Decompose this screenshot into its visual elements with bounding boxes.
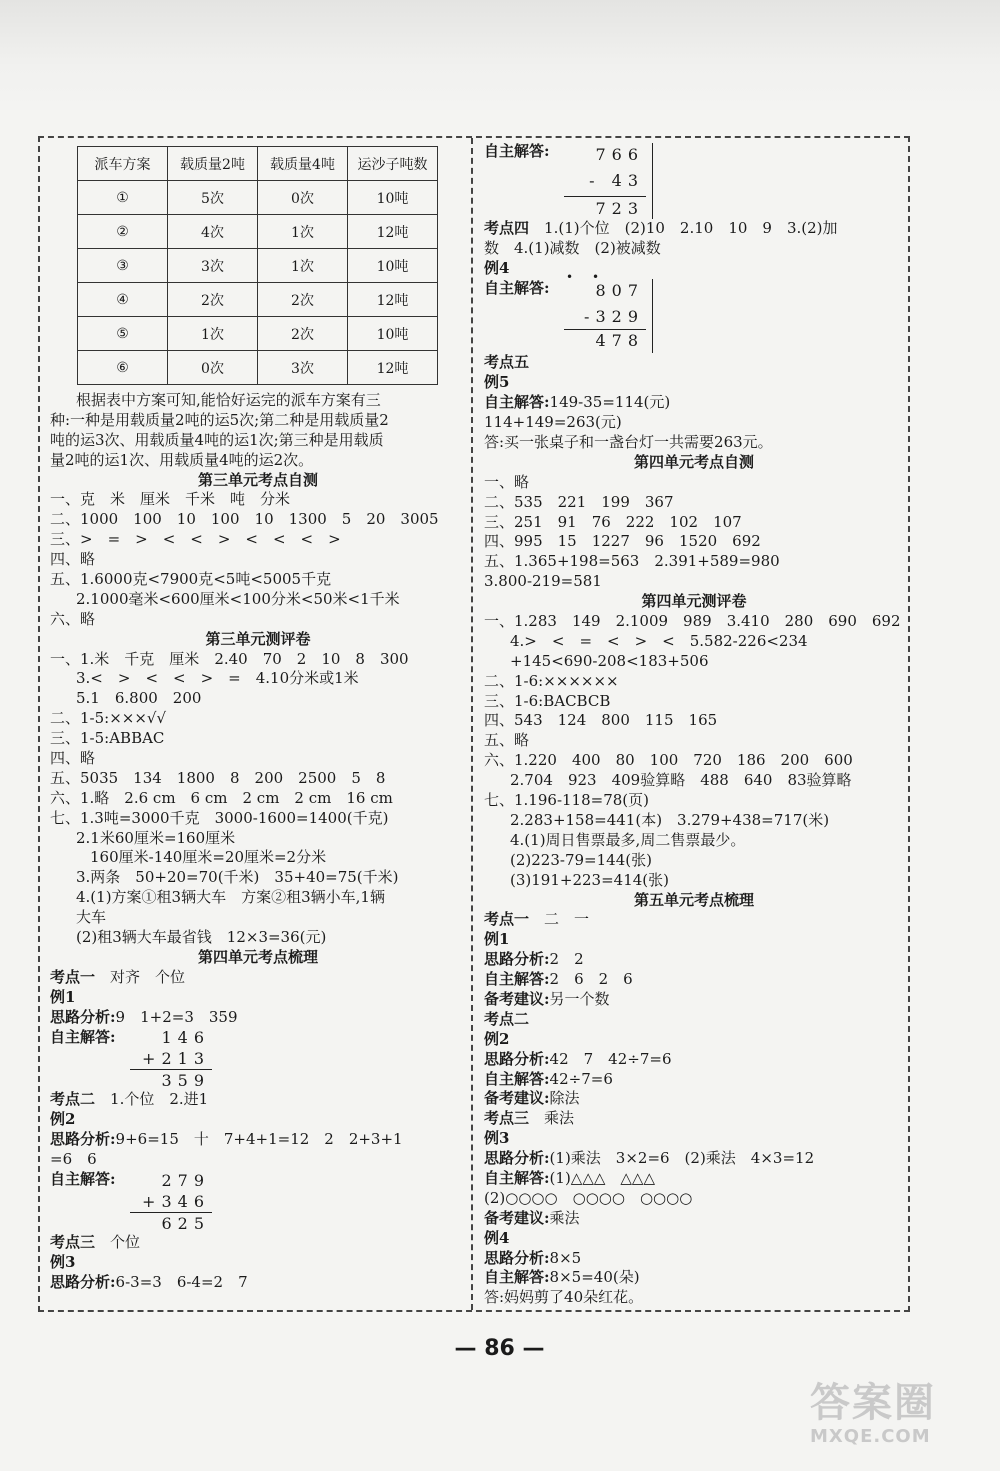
calc-vertical-line bbox=[652, 279, 653, 353]
answer-line: 3.< > < < > = 4.10分米或1米 bbox=[76, 669, 359, 688]
calc-result: 723 bbox=[595, 198, 644, 218]
table-cell: 2次 bbox=[258, 283, 348, 317]
calc-operand: 766 bbox=[595, 144, 644, 164]
site-watermark bbox=[810, 1380, 990, 1465]
example-label: 例1 bbox=[484, 930, 510, 949]
answer-label: 自主解答: bbox=[484, 278, 550, 297]
calc-operand: 279 bbox=[161, 1170, 210, 1190]
table-cell: 3次 bbox=[258, 351, 348, 385]
answer-label: 自主解答: bbox=[484, 1268, 550, 1287]
answer-line: 2.1米60厘米=160厘米 bbox=[76, 828, 236, 847]
table-cell: ④ bbox=[78, 283, 168, 317]
idea-text: 42 7 42÷7=6 bbox=[549, 1049, 672, 1068]
answer-line: (2)○○○○ ○○○○ ○○○○ bbox=[484, 1188, 693, 1207]
idea-text: 9+6=15 十 7+4+1=12 2 2+3+1 bbox=[115, 1130, 403, 1149]
answer-line: 一、1.283 149 2.1009 989 3.410 280 690 692 bbox=[484, 612, 901, 631]
table-cell: 0次 bbox=[168, 351, 258, 385]
calc-result: 359 bbox=[161, 1071, 210, 1091]
point-label: 考点二 bbox=[484, 1009, 530, 1028]
table-header-cell: 载质量4吨 bbox=[258, 147, 348, 181]
table-cell: 10吨 bbox=[348, 249, 438, 283]
table-header-cell: 运沙子吨数 bbox=[348, 147, 438, 181]
point-text: 1.(1)个位 (2)10 2.10 10 9 3.(2)加 bbox=[544, 218, 838, 237]
page-number: — 86 — bbox=[454, 1336, 545, 1361]
answer-line: 4.(1)方案①租3辆大车 方案②租3辆小车,1辆 bbox=[76, 888, 385, 907]
idea-label: 思路分析: bbox=[50, 1272, 116, 1291]
idea-text: (1)乘法 3×2=6 (2)乘法 4×3=12 bbox=[549, 1149, 815, 1168]
answer-line: 七、1.196-118=78(页) bbox=[484, 791, 650, 810]
table-row bbox=[78, 249, 438, 283]
answer-text: 149-35=114(元) bbox=[549, 393, 671, 412]
section-title: 第四单元考点自测 bbox=[633, 452, 754, 471]
calc-line bbox=[564, 196, 646, 197]
answer-line: (2)租3辆大车最省钱 12×3=36(元) bbox=[76, 928, 327, 947]
answer-line bbox=[484, 1169, 904, 1189]
point-label: 考点一 bbox=[50, 967, 96, 986]
idea-label: 思路分析: bbox=[484, 1149, 550, 1168]
answer-label: 自主解答: bbox=[484, 970, 550, 989]
answer-line bbox=[484, 970, 904, 990]
answer-line: 一、略 bbox=[484, 472, 530, 491]
answer-line: 4.(1)周日售票最多,周二售票最少。 bbox=[510, 830, 746, 849]
text-line: 量2吨的运1次、用载质量4吨的运2次。 bbox=[50, 450, 314, 469]
answer-line: 六、略 bbox=[50, 609, 96, 628]
answer-line: 2.283+158=441(本) 3.279+438=717(米) bbox=[510, 810, 830, 829]
vertical-calculation bbox=[130, 1028, 220, 1090]
calc-result: 625 bbox=[161, 1213, 210, 1233]
table-cell: ⑥ bbox=[78, 351, 168, 385]
section-title: 第四单元考点梳理 bbox=[197, 947, 318, 966]
calc-operand: -329 bbox=[584, 307, 644, 327]
answer-line: 五、略 bbox=[484, 731, 530, 750]
idea-text: 8×5 bbox=[549, 1248, 582, 1267]
point-text: 1.个位 2.进1 bbox=[110, 1090, 209, 1109]
point-line bbox=[484, 219, 904, 239]
vertical-calculation bbox=[564, 143, 654, 219]
table-cell: ② bbox=[78, 215, 168, 249]
suggestion-text: 乘法 bbox=[549, 1208, 580, 1227]
example-label: 例1 bbox=[50, 987, 76, 1006]
point-line bbox=[484, 1109, 904, 1129]
answer-line: 4.> < = < > < 5.582-226<234 bbox=[510, 631, 808, 650]
calc-line bbox=[130, 1069, 212, 1070]
table-row bbox=[78, 215, 438, 249]
suggestion-text: 除法 bbox=[549, 1089, 580, 1108]
dispatch-plan-table bbox=[77, 146, 438, 385]
idea-line: =6 6 bbox=[50, 1150, 97, 1169]
section-title: 第五单元考点梳理 bbox=[633, 890, 754, 909]
table-cell: 1次 bbox=[258, 249, 348, 283]
answer-line bbox=[484, 1070, 904, 1090]
example-label: 例4 bbox=[484, 258, 510, 277]
table-header-cell: 派车方案 bbox=[78, 147, 168, 181]
text-line: 吨的运3次、用载质量4吨的运1次;第三种是用载质 bbox=[50, 430, 384, 449]
answer-line: 五、1.6000克<7900克<5吨<5005千克 bbox=[50, 570, 332, 589]
answer-line: 四、543 124 800 115 165 bbox=[484, 711, 718, 730]
answer-line: 114+149=263(元) bbox=[484, 413, 622, 432]
point-line: 数 4.(1)减数 (2)被减数 bbox=[484, 238, 661, 257]
left-column bbox=[50, 391, 466, 1293]
answer-text: 8×5=40(朵) bbox=[549, 1268, 640, 1287]
table-cell: 10吨 bbox=[348, 317, 438, 351]
vertical-calculation bbox=[564, 270, 654, 353]
answer-text: 42÷7=6 bbox=[549, 1069, 613, 1088]
suggestion-label: 备考建议: bbox=[484, 989, 550, 1008]
answer-line: +145<690-208<183+506 bbox=[510, 651, 709, 670]
idea-text: 9 1+2=3 359 bbox=[115, 1007, 238, 1026]
table-cell: ③ bbox=[78, 249, 168, 283]
table-cell: 2次 bbox=[258, 317, 348, 351]
section-title: 第三单元测评卷 bbox=[205, 629, 311, 648]
table-row bbox=[78, 317, 438, 351]
point-line bbox=[50, 968, 466, 988]
suggestion-label: 备考建议: bbox=[484, 1208, 550, 1227]
point-label: 考点三 bbox=[50, 1232, 96, 1251]
point-label: 考点一 bbox=[484, 910, 530, 929]
text-line: 根据表中方案可知,能恰好运完的派车方案有三 bbox=[76, 391, 381, 409]
suggestion-line bbox=[484, 1089, 904, 1109]
point-text: 个位 bbox=[110, 1232, 141, 1251]
point-label: 考点四 bbox=[484, 218, 530, 237]
point-line bbox=[50, 1233, 466, 1253]
answer-label: 自主解答: bbox=[484, 142, 550, 160]
idea-line bbox=[484, 1050, 904, 1070]
example-label: 例4 bbox=[484, 1228, 510, 1247]
example-label: 例5 bbox=[484, 373, 510, 392]
answer-line: 四、995 15 1227 96 1520 692 bbox=[484, 532, 761, 551]
answer-line: 答:买一张桌子和一盏台灯一共需要263元。 bbox=[484, 433, 773, 452]
example-label: 例2 bbox=[50, 1110, 76, 1129]
idea-text: 2 2 bbox=[549, 950, 584, 969]
point-line bbox=[484, 910, 904, 930]
idea-line bbox=[484, 1249, 904, 1269]
calc-operand: 146 bbox=[161, 1028, 210, 1048]
answer-line: 六、1.略 2.6 cm 6 cm 2 cm 2 cm 16 cm bbox=[50, 788, 393, 807]
table-cell: 5次 bbox=[168, 181, 258, 215]
answer-line: 160厘米-140厘米=20厘米=2分米 bbox=[90, 848, 327, 867]
answer-line: 2.1000毫米<600厘米<100分米<50米<1千米 bbox=[76, 589, 400, 608]
table-cell: 0次 bbox=[258, 181, 348, 215]
answer-line: 3.两条 50+20=70(千米) 35+40=75(千米) bbox=[76, 868, 399, 887]
table-cell: ① bbox=[78, 181, 168, 215]
example-label: 例3 bbox=[484, 1129, 510, 1148]
calc-operand: 807 bbox=[595, 281, 644, 301]
answer-label: 自主解答: bbox=[484, 1168, 550, 1187]
calc-operand: +346 bbox=[142, 1191, 210, 1211]
table-cell: 10吨 bbox=[348, 181, 438, 215]
table-cell: 3次 bbox=[168, 249, 258, 283]
answer-label: 自主解答: bbox=[50, 1169, 116, 1188]
idea-line bbox=[50, 1273, 466, 1293]
scan-top-shade bbox=[0, 0, 1000, 110]
suggestion-text: 另一个数 bbox=[549, 989, 610, 1008]
table-cell: 1次 bbox=[258, 215, 348, 249]
idea-line bbox=[50, 1130, 466, 1150]
point-text: 二 一 bbox=[544, 910, 590, 929]
table-row bbox=[78, 181, 438, 215]
idea-label: 思路分析: bbox=[484, 1248, 550, 1267]
example-label: 例2 bbox=[484, 1029, 510, 1048]
table-cell: ⑤ bbox=[78, 317, 168, 351]
answer-line: 二、1-6:×××××× bbox=[484, 671, 619, 690]
table-row bbox=[78, 351, 438, 385]
point-label: 考点三 bbox=[484, 1109, 530, 1128]
idea-line bbox=[484, 950, 904, 970]
calc-operand: +213 bbox=[142, 1049, 210, 1069]
point-text: 对齐 个位 bbox=[110, 967, 186, 986]
borrow-dot: • bbox=[566, 270, 574, 285]
answer-line: 四、略 bbox=[50, 749, 96, 768]
idea-label: 思路分析: bbox=[50, 1130, 116, 1149]
column-divider bbox=[471, 138, 473, 1310]
suggestion-line bbox=[484, 1209, 904, 1229]
answer-line: (2)223-79=144(张) bbox=[510, 850, 652, 869]
example-label: 例3 bbox=[50, 1252, 76, 1271]
idea-line bbox=[50, 1008, 466, 1028]
vertical-calculation bbox=[130, 1171, 220, 1233]
answer-label: 自主解答: bbox=[50, 1027, 116, 1046]
answer-line: 五、5035 134 1800 8 200 2500 5 8 bbox=[50, 768, 386, 787]
point-label: 考点五 bbox=[484, 353, 530, 372]
calc-operand: - 43 bbox=[589, 170, 644, 190]
answer-line: 三、251 91 76 222 102 107 bbox=[484, 512, 742, 531]
answer-line: 大车 bbox=[76, 908, 107, 927]
answer-line: 答:妈妈剪了40朵红花。 bbox=[484, 1288, 644, 1307]
table-cell: 4次 bbox=[168, 215, 258, 249]
table-cell: 12吨 bbox=[348, 351, 438, 385]
idea-label: 思路分析: bbox=[50, 1007, 116, 1026]
answer-line: 三、> = > < < > < < < > bbox=[50, 530, 341, 549]
watermark-url: MXQE.COM bbox=[810, 1426, 931, 1447]
answer-text: 2 6 2 6 bbox=[549, 970, 633, 989]
text-line: 种:一种是用载质量2吨的运5次;第二种是用载质量2 bbox=[50, 410, 389, 429]
answer-line: (3)191+223=414(张) bbox=[510, 870, 669, 889]
section-title: 第三单元考点自测 bbox=[197, 470, 318, 489]
answer-line: 五、1.365+198=563 2.391+589=980 bbox=[484, 552, 780, 571]
borrow-dot: • bbox=[592, 270, 600, 285]
answer-line: 二、1000 100 10 100 10 1300 5 20 3005 bbox=[50, 510, 439, 529]
suggestion-line bbox=[484, 990, 904, 1010]
answer-line: 3.800-219=581 bbox=[484, 572, 602, 591]
table-cell: 12吨 bbox=[348, 215, 438, 249]
answer-line: 一、1.米 千克 厘米 2.40 70 2 10 8 300 bbox=[50, 649, 409, 668]
answer-text: (1)△△△ △△△ bbox=[549, 1168, 656, 1187]
idea-label: 思路分析: bbox=[484, 950, 550, 969]
calc-line bbox=[564, 329, 646, 330]
section-title: 第四单元测评卷 bbox=[641, 592, 747, 611]
table-cell: 1次 bbox=[168, 317, 258, 351]
table-row bbox=[78, 283, 438, 317]
answer-line: 四、略 bbox=[50, 550, 96, 569]
point-text: 乘法 bbox=[544, 1109, 575, 1128]
answer-line: 三、1-5:ABBAC bbox=[50, 729, 165, 748]
idea-text: 6-3=3 6-4=2 7 bbox=[115, 1272, 248, 1291]
answer-line bbox=[484, 1268, 904, 1288]
right-column bbox=[484, 142, 904, 1308]
table-header-cell: 载质量2吨 bbox=[168, 147, 258, 181]
answer-label: 自主解答: bbox=[484, 1069, 550, 1088]
answer-line: 二、1-5:×××√√ bbox=[50, 709, 167, 728]
answer-line bbox=[484, 393, 904, 413]
idea-line bbox=[484, 1149, 904, 1169]
point-line bbox=[50, 1090, 466, 1110]
answer-line: 二、535 221 199 367 bbox=[484, 492, 674, 511]
answer-label: 自主解答: bbox=[484, 393, 550, 412]
answer-line: 2.704 923 409验算略 488 640 83验算略 bbox=[510, 771, 852, 790]
answer-line: 5.1 6.800 200 bbox=[76, 689, 202, 708]
table-header-row bbox=[78, 147, 438, 181]
calc-result: 478 bbox=[595, 331, 644, 351]
calc-line bbox=[130, 1212, 212, 1213]
table-cell: 12吨 bbox=[348, 283, 438, 317]
watermark-logo-text: 答案圈 bbox=[810, 1380, 936, 1426]
answer-line: 三、1-6:BACBCB bbox=[484, 691, 611, 710]
calc-vertical-line bbox=[652, 143, 653, 219]
answer-line: 七、1.3吨=3000千克 3000-1600=1400(千克) bbox=[50, 808, 389, 827]
table-cell: 2次 bbox=[168, 283, 258, 317]
suggestion-label: 备考建议: bbox=[484, 1089, 550, 1108]
answer-line: 六、1.220 400 80 100 720 186 200 600 bbox=[484, 751, 853, 770]
point-label: 考点二 bbox=[50, 1090, 96, 1109]
idea-label: 思路分析: bbox=[484, 1049, 550, 1068]
answer-line: 一、克 米 厘米 千米 吨 分米 bbox=[50, 490, 291, 509]
